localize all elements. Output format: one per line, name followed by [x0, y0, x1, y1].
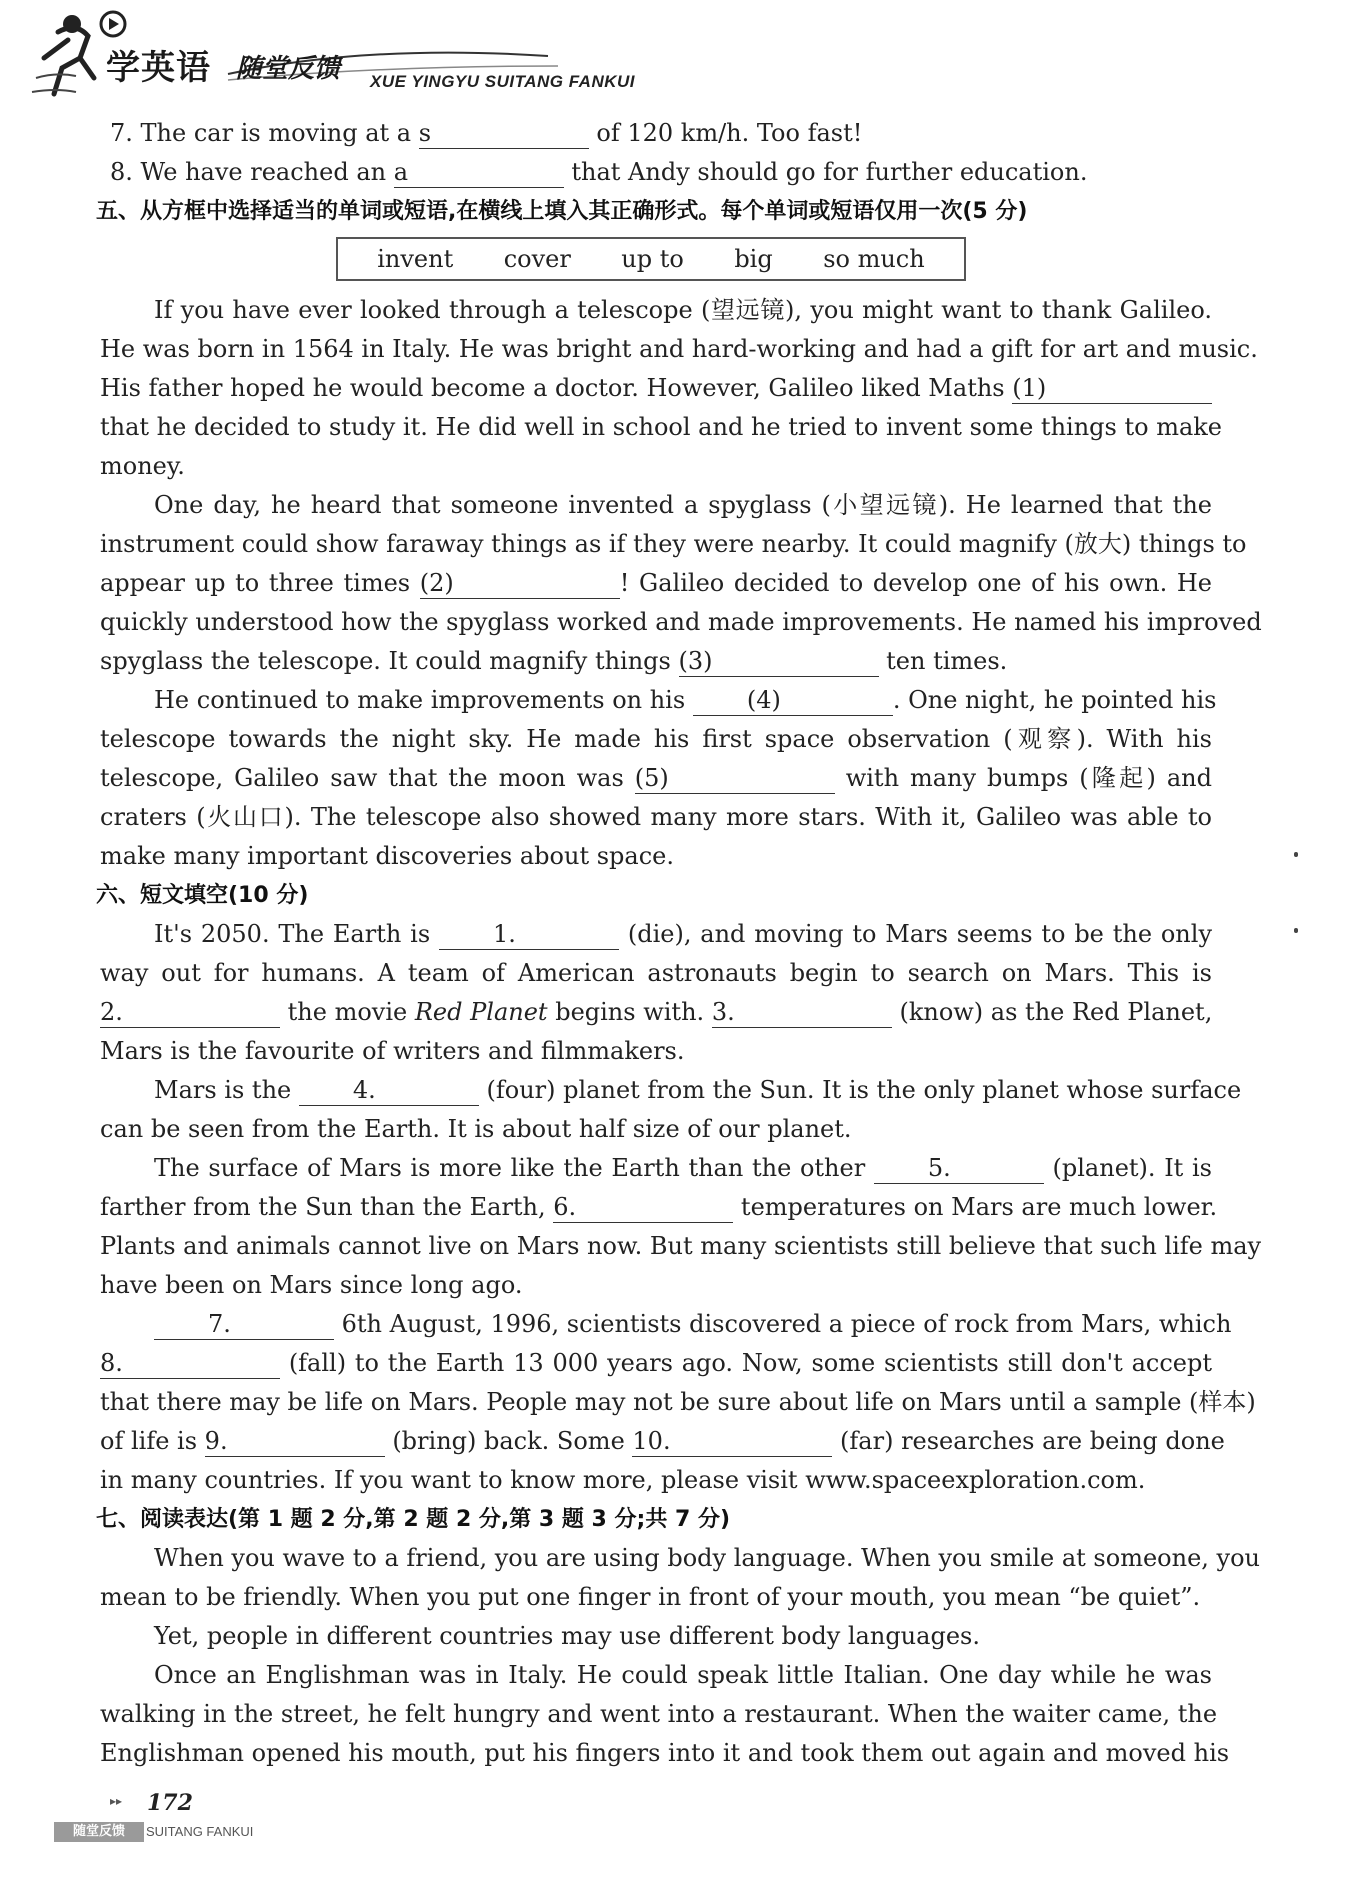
word-option: up to — [621, 245, 684, 273]
passage-line: If you have ever looked through a telescope (望远镜), you might want to thank Galileo. — [154, 296, 1212, 324]
passage-line: farther from the Sun than the Earth, 6. temperatures on Mars are much lower. — [100, 1193, 1218, 1221]
passage-line: Mars is the 4. (four) planet from the Sun. It is the only planet whose surface — [154, 1076, 1242, 1104]
page-content — [96, 114, 1262, 1773]
page-number: 172 — [147, 1790, 193, 1816]
blank-hint-letter: s — [418, 119, 432, 147]
question-8 — [100, 153, 1212, 192]
footer-bar — [54, 1822, 269, 1842]
passage-line: walking in the street, he felt hungry and went into a restaurant. When the waiter came, the — [100, 1700, 1218, 1728]
passage-line: telescope, Galileo saw that the moon was (5) with many bumps (隆起) and — [100, 764, 1212, 792]
section-6-title: 六、短文填空(10 分) — [96, 883, 309, 908]
page-header — [28, 10, 638, 110]
passage-line: spyglass the telescope. It could magnify things (3) ten times. — [100, 647, 1008, 675]
passage-line: One day, he heard that someone invented a spyglass (小望远镜). He learned that the — [154, 491, 1212, 519]
answer-blank[interactable]: 8. — [100, 1348, 280, 1379]
passage-line: mean to be friendly. When you put one finger in front of your mouth, you mean “be quiet”. — [100, 1583, 1201, 1611]
answer-blank[interactable]: (1) — [1012, 373, 1212, 404]
answer-blank[interactable]: (4) — [693, 685, 893, 716]
word-option: cover — [503, 245, 571, 273]
answer-blank[interactable]: 5. — [874, 1153, 1044, 1184]
passage-line: 7. 6th August, 1996, scientists discovered a piece of rock from Mars, which — [100, 1305, 1212, 1344]
word-option: big — [734, 245, 773, 273]
answer-blank[interactable]: 1. — [439, 919, 619, 950]
answer-blank[interactable]: 4. — [299, 1075, 479, 1106]
passage-line: that he decided to study it. He did well in school and he tried to invent some things to make — [100, 413, 1222, 441]
answer-blank[interactable]: (2) — [420, 568, 620, 599]
answer-blank[interactable]: 10. — [632, 1426, 832, 1457]
page-arrows-icon: ▸▸ — [110, 1794, 123, 1808]
passage-line: appear up to three times (2) ! Galileo decided to develop one of his own. He — [100, 569, 1213, 597]
answer-blank[interactable]: (3) — [679, 646, 879, 677]
passage-line: The surface of Mars is more like the Earth than the other 5. (planet). It is — [154, 1154, 1212, 1182]
passage-line: can be seen from the Earth. It is about half size of our planet. — [100, 1115, 852, 1143]
passage-line: quickly understood how the spyglass worked and made improvements. He named his improved — [100, 608, 1262, 636]
answer-blank[interactable] — [394, 157, 564, 188]
question-7 — [100, 114, 1212, 153]
answer-blank[interactable]: 2. — [100, 997, 280, 1028]
answer-blank[interactable]: 7. — [154, 1309, 334, 1340]
answer-blank[interactable]: 3. — [712, 997, 892, 1028]
passage-line: When you wave to a friend, you are using body language. When you smile at someone, you — [154, 1544, 1260, 1572]
passage-line: way out for humans. A team of American astronauts begin to search on Mars. This is — [100, 959, 1212, 987]
answer-blank[interactable]: (5) — [635, 763, 835, 794]
passage-line: of life is 9. (bring) back. Some 10. (far) researches are being done — [100, 1427, 1225, 1455]
question-text: that Andy should go for further education. — [571, 158, 1088, 186]
passage-line: have been on Mars since long ago. — [100, 1271, 523, 1299]
passage-line: He was born in 1564 in Italy. He was bright and hard-working and had a gift for art and music. — [100, 335, 1258, 363]
answer-blank[interactable]: 9. — [205, 1426, 385, 1457]
section-5-title: 五、从方框中选择适当的单词或短语,在横线上填入其正确形式。每个单词或短语仅用一次(5 分) — [96, 199, 1028, 224]
passage-line: 2. the movie Red Planet begins with. 3. (know) as the Red Planet, — [100, 998, 1213, 1026]
footer-label-cn: 随堂反馈 — [54, 1822, 144, 1842]
word-option: invent — [377, 245, 454, 273]
question-number: 8. — [110, 158, 133, 186]
answer-blank[interactable]: 6. — [553, 1192, 733, 1223]
passage-line: instrument could show faraway things as if they were nearby. It could magnify (放大) things to — [100, 530, 1247, 558]
footer-label-en: SUITANG FANKUI — [146, 1824, 254, 1839]
passage-line: in many countries. If you want to know more, please visit www.spaceexploration.com. — [100, 1466, 1146, 1494]
question-text: The car is moving at a — [140, 119, 412, 147]
passage-line: that there may be life on Mars. People may not be sure about life on Mars until a sample (样本) — [100, 1388, 1256, 1416]
scan-speck — [1294, 852, 1298, 857]
blank-hint-letter: a — [393, 158, 409, 186]
passage-line: craters (火山口). The telescope also showed many more stars. With it, Galileo was able to — [100, 803, 1212, 831]
answer-blank[interactable] — [419, 118, 589, 149]
question-number: 7. — [110, 119, 133, 147]
passage-line: Englishman opened his mouth, put his fingers into it and took them out again and moved his — [100, 1739, 1230, 1767]
header-pinyin: XUE YINGYU SUITANG FANKUI — [370, 72, 636, 91]
question-text: We have reached an — [140, 158, 387, 186]
section-7-title: 七、阅读表达(第 1 题 2 分,第 2 题 2 分,第 3 题 3 分;共 7 分) — [96, 1507, 731, 1532]
header-subtitle: 随堂反馈 — [236, 54, 341, 84]
passage-line: make many important discoveries about space. — [100, 842, 674, 870]
question-text: of 120 km/h. Too fast! — [596, 119, 863, 147]
passage-line: Plants and animals cannot live on Mars now. But many scientists still believe that such life may — [100, 1232, 1262, 1260]
header-title: 学英语 — [106, 48, 211, 88]
passage-line: money. — [100, 452, 185, 480]
passage-line: Mars is the favourite of writers and filmmakers. — [100, 1037, 685, 1065]
passage-line: Once an Englishman was in Italy. He could speak little Italian. One day while he was — [154, 1661, 1212, 1689]
passage-line: It's 2050. The Earth is 1. (die), and moving to Mars seems to be the only — [154, 920, 1212, 948]
movie-title: Red Planet — [414, 998, 548, 1026]
passage-line: His father hoped he would become a doctor. However, Galileo liked Maths (1) — [100, 369, 1212, 408]
passage-line: Yet, people in different countries may use different body languages. — [154, 1622, 980, 1650]
word-box — [336, 237, 966, 281]
passage-line: He continued to make improvements on his (4) . One night, he pointed his — [154, 686, 1217, 714]
word-option: so much — [823, 245, 925, 273]
passage-line: 8. (fall) to the Earth 13 000 years ago. Now, some scientists still don't accept — [100, 1349, 1212, 1377]
passage-line: telescope towards the night sky. He made his first space observation (观察). With his — [100, 725, 1212, 753]
scan-speck — [1294, 928, 1298, 933]
